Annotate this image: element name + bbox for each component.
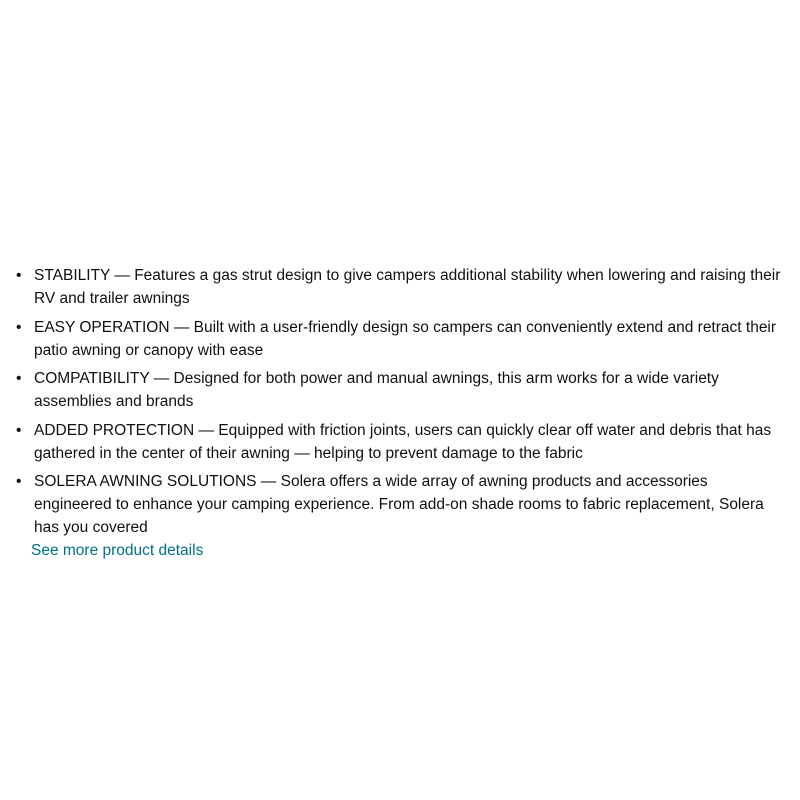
feature-bullet-easy-operation: • EASY OPERATION — Built with a user-friendly design so campers can conveniently extend and retract their patio awning or canopy with ease	[14, 316, 784, 362]
see-more-clip	[31, 539, 231, 559]
feature-bullet-solera-awning-solutions: • SOLERA AWNING SOLUTIONS — Solera offers a wide array of awning products and accessories engineered to enhance your camping experience. From add-on shade rooms to fabric replacement, Solera has you covered	[14, 470, 784, 539]
see-more-details-link[interactable]: See more product details	[31, 542, 204, 559]
feature-bullet-list	[14, 264, 784, 545]
feature-bullet-stability: • STABILITY — Features a gas strut design to give campers additional stability when lowering and raising their RV and trailer awnings	[14, 264, 784, 310]
feature-bullet-compatibility: • COMPATIBILITY — Designed for both power and manual awnings, this arm works for a wide variety assemblies and brands	[14, 367, 784, 413]
feature-bullet-added-protection: • ADDED PROTECTION — Equipped with friction joints, users can quickly clear off water and debris that has gathered in the center of their awning — helping to prevent damage to the fabric	[14, 419, 784, 465]
